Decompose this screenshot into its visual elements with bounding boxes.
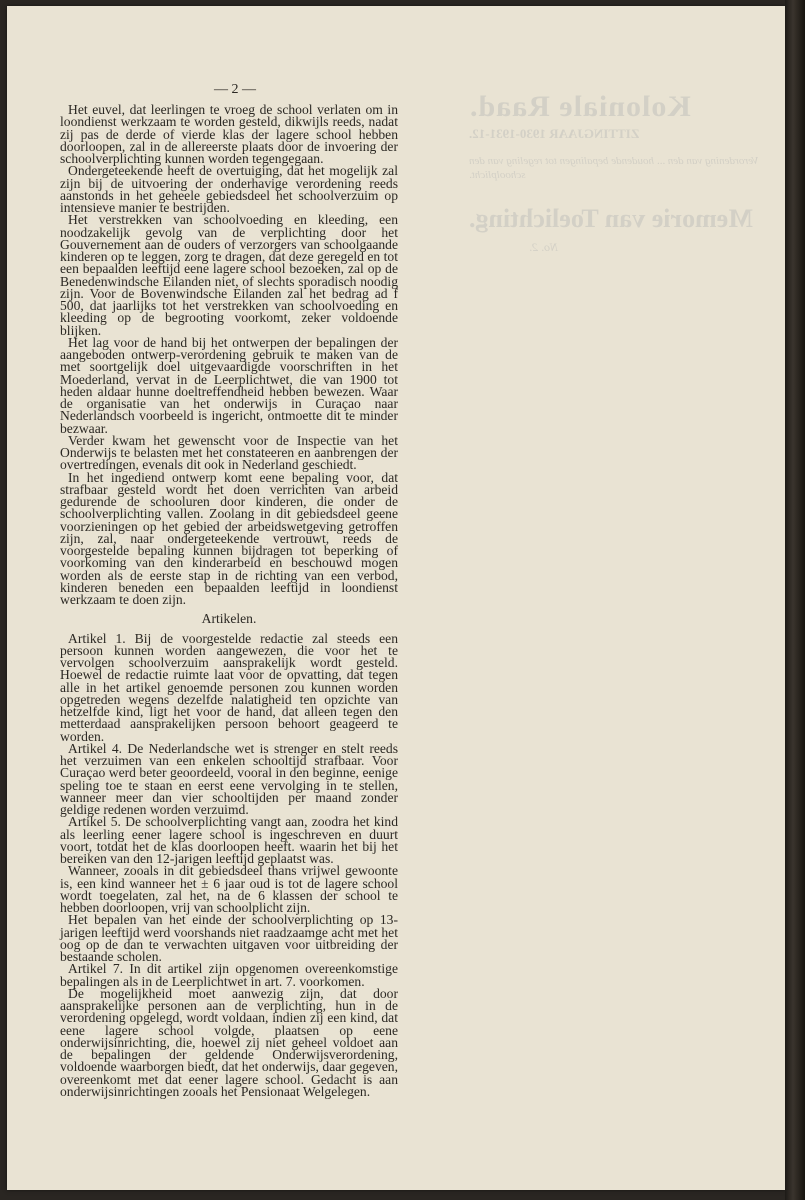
bleed-line-2: ZITTINGJAAR 1930-1931-12. (469, 126, 640, 141)
paragraph: Het verstrekken van schoolvoeding en kleeding, een noodzakelijk gevolg van de verplichting door het Gouvernement aan de ouders of verzorgers van schoolgaande kinderen op te leggen, zorg te dragen, dat deze geregeld en tot een bepaalden leeftijd eene lagere school bezoeken, zal op de Benedenwindsche Eilanden niet, of slechts sporadisch noodig zijn. Voor de Bovenwindsche Eilanden zal het bedrag ad f 500, dat jaarlijks tot het verstrekken van schoolvoeding en kleeding op de begrooting voorkomt, zeker voldoende blijken. (60, 212, 398, 338)
paragraph: Ondergeteekende heeft de overtuiging, dat het mogelijk zal zijn bij de uitvoering der onderhavige verordening reeds aanstonds in het geheele gebiedsdeel het schoolverzuim op intensieve manier te bestrijden. (60, 163, 398, 215)
article-paragraph: De mogelijkheid moet aanwezig zijn, dat door aansprakelijke personen aan de verplichting, hun in de verordening opgelegd, wordt voldaan, indien zij een kind, dat eene lagere school volgde, plaatsen op eene onderwijsinrichting, die, hoewel zij niet geheel voldoet aan de bepalingen der geldende Onderwijsverordening, voldoende waarborgen biedt, dat het onderwijs, daar gegeven, overeenkomt met dat eener lagere school. Gedacht is aan onderwijsinrichtingen zooals het Pensionaat Welgelegen. (60, 985, 398, 1099)
paragraph: Het euvel, dat leerlingen te vroeg de school verlaten om in loondienst werkzaam te worden gesteld, dikwijls reeds, nadat zij pas de derde of vierde klas der lagere school hebben doorloopen, zal in de allereerste plaats door de invoering der schoolverplichting kunnen worden tegengegaan. (60, 102, 398, 166)
bleed-line-4: Memorie van Toelichting. (469, 204, 753, 233)
article-paragraph: Artikel 4. De Nederlandsche wet is strenger en stelt reeds het verzuimen van een enkelen schooltijd strafbaar. Voor Curaçao werd beter geoordeeld, vooral in den beginne, eenige speling toe te staan en eerst eene vervolging in te stellen, wanneer meer dan vier schooltijden per maand zonder geldige redenen worden verzuimd. (60, 740, 398, 817)
article-paragraph: Artikel 5. De schoolverplichting vangt aan, zoodra het kind als leerling eener lagere school is ingeschreven en duurt voort, totdat het de klas doorloopen heeft. waarin het bij het bereiken van den 12-jarigen leeftijd geplaatst was. (60, 814, 398, 866)
bleed-through-text (469, 90, 769, 255)
article-paragraph: Artikel 7. In dit artikel zijn opgenomen overeenkomstige bepalingen als in de Leerplichtwet in art. 7. voorkomen. (60, 961, 398, 989)
section-heading: Artikelen. (201, 611, 257, 627)
bleed-line-3: Verordening van den ... houdende bepalingen tot regeling van den schoolplicht. (469, 155, 759, 181)
paragraph: Het lag voor de hand bij het ontwerpen der bepalingen der aangeboden ontwerp-verordening gebruik te maken van de met soortgelijk doel uitgevaardigde voorschriften in het Moederland, vervat in de Leerplichtwet, die van 1900 tot heden aldaar hunne doeltreffendheid hebben bewezen. Waar de organisatie van het onderwijs in Curaçao naar Nederlandsch voorbeeld is ingericht, ontmoette dit te minder bezwaar. (60, 334, 398, 436)
article-paragraph: Wanneer, zooals in dit gebiedsdeel thans vrijwel gewoonte is, een kind wanneer het ± 6 jaar oud is tot de lagere school wordt toegelaten, zal het, na de 6 klassen der school te hebben doorloopen, vrij van schoolplicht zijn. (60, 863, 398, 915)
paragraph: In het ingediend ontwerp komt eene bepaling voor, dat strafbaar gesteld wordt het doen verrichten van arbeid gedurende de schooluren door kinderen, die onder de schoolverplichting vallen. Zoolang in dit gebiedsdeel geene voorzieningen op het gebied der arbeidswetgeving getroffen zijn, zal, naar ondergeteekende vertrouwt, reeds de voorgestelde bepaling kunnen bijdragen tot beperking of voorkoming van den kinderarbeid en beschouwd mogen worden als de eerste stap in de richting van een verbod, kinderen beneden een bepaalden leeftijd in loondienst werkzaam te doen zijn. (60, 469, 398, 607)
bleed-line-1: Koloniale Raad. (469, 90, 691, 123)
article-paragraph: Het bepalen van het einde der schoolverplichting op 13-jarigen leeftijd werd voorshands niet raadzaamge acht met het oog op de dan te verwachten uitgaven voor uitbreiding der bestaande scholen. (60, 912, 398, 964)
bleed-line-5: No. 2. (529, 240, 559, 254)
scan-edge (785, 0, 805, 1200)
article-paragraph: Artikel 1. Bij de voorgestelde redactie zal steeds een persoon kunnen worden aangewezen, die voor het te vervolgen schoolverzuim aansprakelijk wordt gesteld. Hoewel de redactie ruimte laat voor de opvatting, dat tegen alle in het artikel genoemde personen zou kunnen worden opgetreden wegens dezelfde nalatigheid ten opzichte van hetzelfde kind, ligt het voor de hand, dat alleen tegen den metterdaad aansprakelijken persoon behoort geageerd te worden. (60, 630, 398, 744)
document-page (7, 6, 785, 1190)
page-number: — 2 — (214, 82, 256, 97)
body-text (60, 104, 398, 1098)
paragraph: Verder kwam het gewenscht voor de Inspectie van het Onderwijs te belasten met het constateeren en aanbrengen der overtredingen, evenals dit ook in Nederland geschiedt. (60, 432, 398, 473)
